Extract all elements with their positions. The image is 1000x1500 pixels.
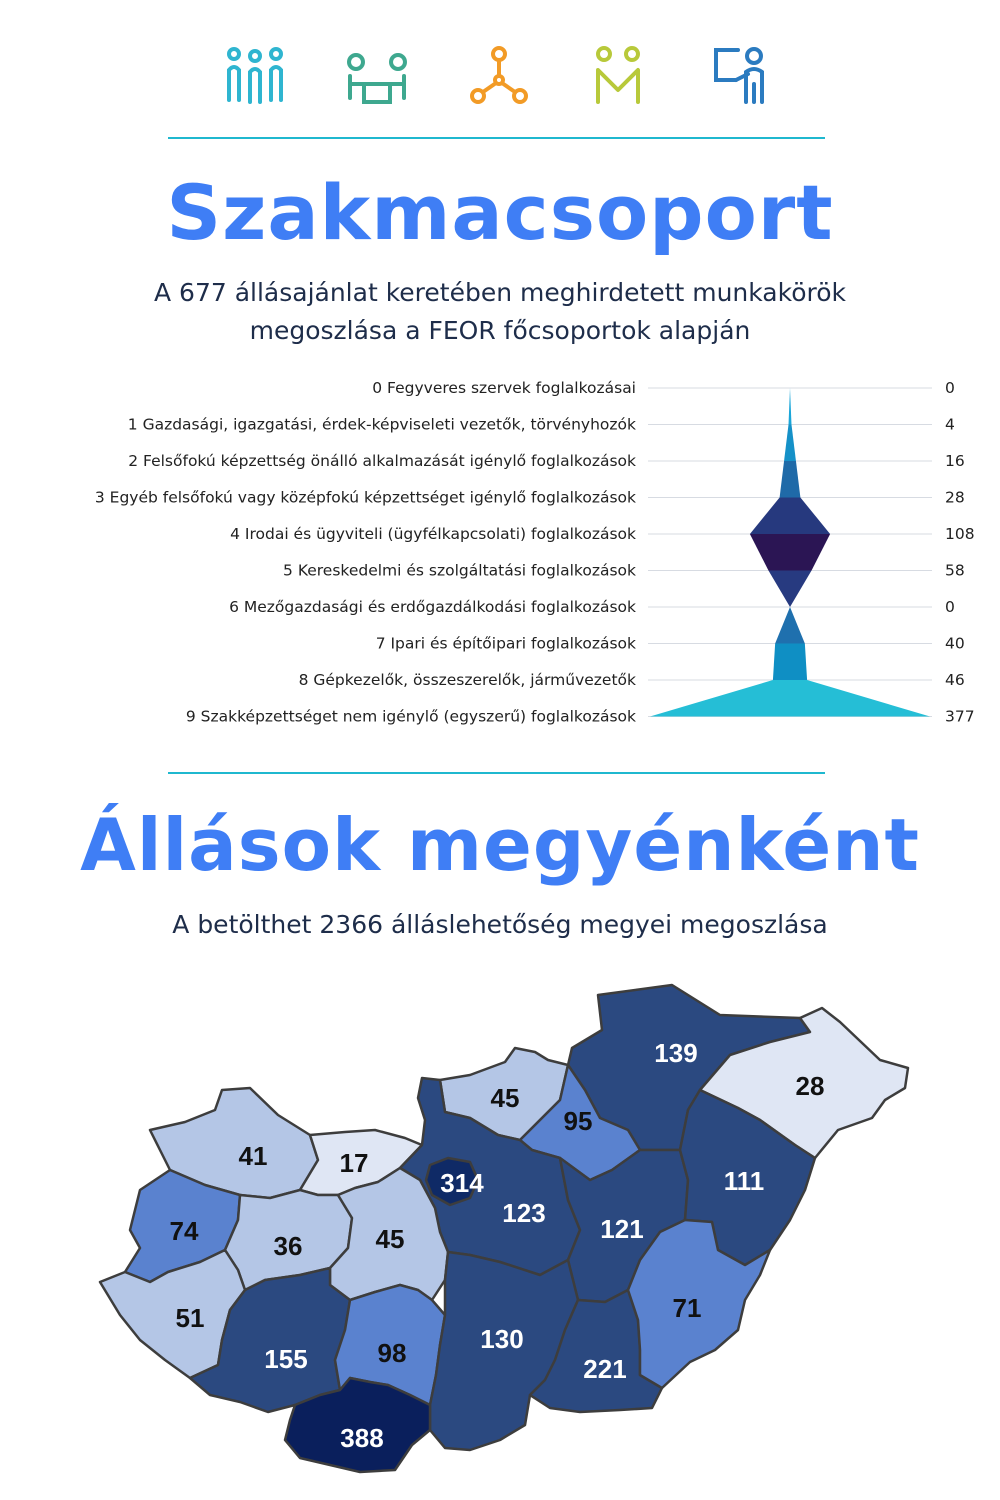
section1-subtitle-line1: A 677 állásajánlat keretében meghirdetett munkakörök [153,278,847,307]
section2-title: Állások megyénként [80,803,920,887]
funnel-value-label: 377 [945,707,975,726]
funnel-segment [773,644,807,681]
section2-subtitle: A betölthet 2366 álláslehetőség megyei megoszlása [172,910,828,939]
funnel-segment [650,680,930,717]
funnel-value-label: 58 [945,561,965,580]
county-value-label: 95 [563,1106,593,1136]
funnel-segment [750,534,830,571]
funnel-category-label: 9 Szakképzettséget nem igénylő (egyszerű) foglalkozások [185,707,636,726]
funnel-category-label: 6 Mezőgazdasági és erdőgazdálkodási foglalkozások [229,598,636,616]
funnel-value-label: 28 [945,488,965,507]
funnel-category-label: 3 Egyéb felsőfokú vagy középfokú képzettséget igénylő foglalkozások [94,488,636,507]
county-value-label: 51 [175,1303,205,1333]
funnel-segment [780,461,801,498]
funnel-segment [768,571,811,608]
funnel-category-label: 8 Gépkezelők, összeszerelők, járművezetők [298,671,636,689]
county-value-label: 123 [502,1198,546,1228]
funnel-value-label: 0 [945,598,955,616]
county-value-label: 155 [264,1344,308,1374]
county-value-label: 36 [273,1231,303,1261]
header-icons [0,40,1000,110]
network-nodes-icon [464,40,534,110]
funnel-chart [0,370,1000,735]
county-value-label: 121 [600,1214,644,1244]
county-value-label: 28 [795,1071,825,1101]
funnel-value-label: 4 [945,415,955,434]
county-value-label: 388 [340,1423,384,1453]
funnel-segment [750,498,830,535]
funnel-category-label: 0 Fegyveres szervek foglalkozásai [372,379,636,397]
county-map [0,975,1000,1500]
people-group-icon [220,40,290,110]
county-value-label: 74 [169,1216,199,1246]
funnel-value-label: 0 [945,379,955,397]
meeting-table-icon [342,40,412,110]
funnel-segment [789,388,792,425]
county-value-label: 71 [672,1293,702,1323]
presenter-board-icon [708,40,778,110]
funnel-value-label: 46 [945,671,965,689]
funnel-category-label: 4 Irodai és ügyviteli (ügyfélkapcsolati) foglalkozások [230,525,636,543]
county-value-label: 98 [377,1338,407,1368]
mentor-icon [586,40,656,110]
county-value-label: 221 [583,1354,627,1384]
funnel-value-label: 108 [945,525,975,543]
county-value-label: 314 [440,1168,484,1198]
county-value-label: 17 [339,1148,369,1178]
county-value-label: 45 [375,1224,405,1254]
funnel-category-label: 7 Ipari és építőipari foglalkozások [375,634,636,653]
middle-divider [168,772,825,774]
funnel-category-label: 5 Kereskedelmi és szolgáltatási foglalkozások [283,561,636,580]
funnel-category-label: 2 Felsőfokú képzettség önálló alkalmazását igénylő foglalkozások [128,452,636,470]
county-value-label: 139 [654,1038,698,1068]
county-value-label: 111 [723,1166,765,1196]
funnel-value-label: 16 [945,452,965,470]
top-divider [168,137,825,139]
funnel-category-label: 1 Gazdasági, igazgatási, érdek-képviseleti vezetők, törvényhozók [127,415,636,434]
county-value-label: 130 [480,1324,524,1354]
section1-title: Szakmacsoport [166,168,834,257]
county-value-label: 45 [490,1083,520,1113]
funnel-segment [784,425,796,462]
section1-subtitle-line2: megoszlása a FEOR főcsoportok alapján [249,316,751,345]
funnel-segment [775,607,805,644]
county-value-label: 41 [238,1141,268,1171]
funnel-value-label: 40 [945,634,965,653]
